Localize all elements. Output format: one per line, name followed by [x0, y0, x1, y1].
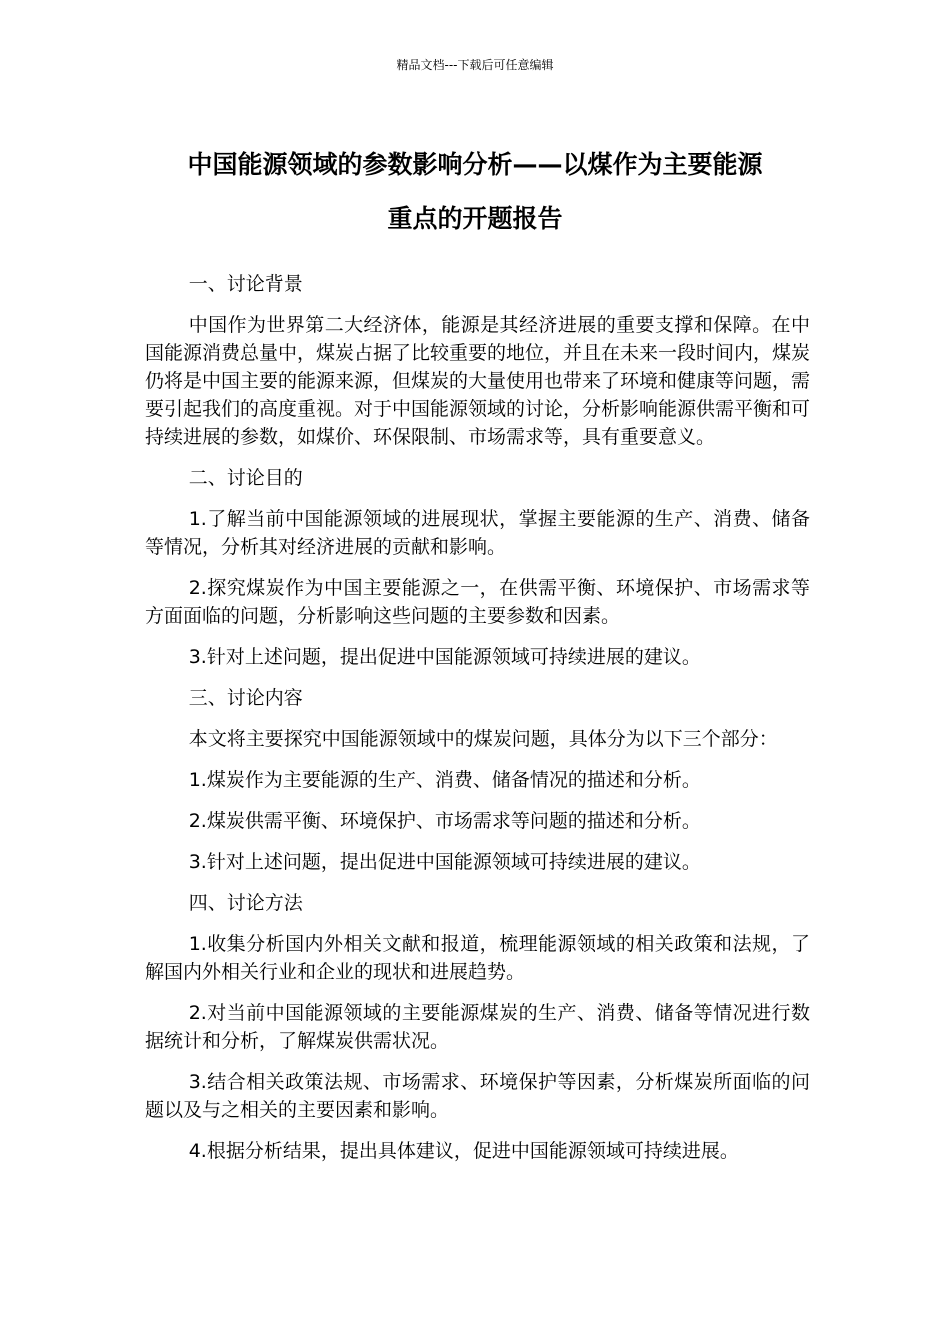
paragraph-background: 中国作为世界第二大经济体，能源是其经济进展的重要支撑和保障。在中国能源消费总量中，煤炭占据了比较重要的地位，并且在未来一段时间内，煤炭仍将是中国主要的能源来源，但煤炭的大量使用也带来了环境和健康等问题，需要引起我们的高度重视。对于中国能源领域的讨论，分析影响能源供需平衡和可持续进展的参数，如煤价、环保限制、市场需求等，具有重要意义。 — [145, 314, 811, 448]
paragraph-content-1: 1.煤炭作为主要能源的生产、消费、储备情况的描述和分析。 — [188, 769, 701, 791]
section-heading-method: 四、讨论方法 — [188, 892, 303, 914]
section-heading-content: 三、讨论内容 — [188, 687, 303, 709]
paragraph-purpose-3: 3.针对上述问题，提出促进中国能源领域可持续进展的建议。 — [188, 646, 701, 668]
paragraph-purpose-1: 1.了解当前中国能源领域的进展现状，掌握主要能源的生产、消费、储备等情况，分析其对经济进展的贡献和影响。 — [145, 508, 810, 558]
paragraph-content-3: 3.针对上述问题，提出促进中国能源领域可持续进展的建议。 — [188, 851, 701, 873]
paragraph-method-1: 1.收集分析国内外相关文献和报道，梳理能源领域的相关政策和法规，了解国内外相关行业和企业的现状和进展趋势。 — [145, 933, 810, 983]
document-title-line-1: 中国能源领域的参数影响分析——以煤作为主要能源 — [187, 150, 763, 179]
section-heading-background: 一、讨论背景 — [188, 273, 303, 295]
paragraph-method-2: 2.对当前中国能源领域的主要能源煤炭的生产、消费、储备等情况进行数据统计和分析，了解煤炭供需状况。 — [145, 1002, 810, 1052]
paragraph-method-4: 4.根据分析结果，提出具体建议，促进中国能源领域可持续进展。 — [188, 1140, 739, 1162]
paragraph-method-3: 3.结合相关政策法规、市场需求、环境保护等因素，分析煤炭所面临的问题以及与之相关的主要因素和影响。 — [145, 1071, 810, 1121]
document-title — [120, 138, 830, 246]
paragraph-content-2: 2.煤炭供需平衡、环境保护、市场需求等问题的描述和分析。 — [188, 810, 701, 832]
document-body — [145, 270, 810, 1178]
paragraph-purpose-2: 2.探究煤炭作为中国主要能源之一，在供需平衡、环境保护、市场需求等方面面临的问题，分析影响这些问题的主要参数和因素。 — [145, 577, 810, 627]
paragraph-content-intro: 本文将主要探究中国能源领域中的煤炭问题，具体分为以下三个部分： — [188, 728, 778, 750]
document-title-line-2: 重点的开题报告 — [387, 204, 563, 233]
section-heading-purpose: 二、讨论目的 — [188, 467, 303, 489]
header-note: 精品文档---下载后可任意编辑 — [396, 58, 554, 72]
